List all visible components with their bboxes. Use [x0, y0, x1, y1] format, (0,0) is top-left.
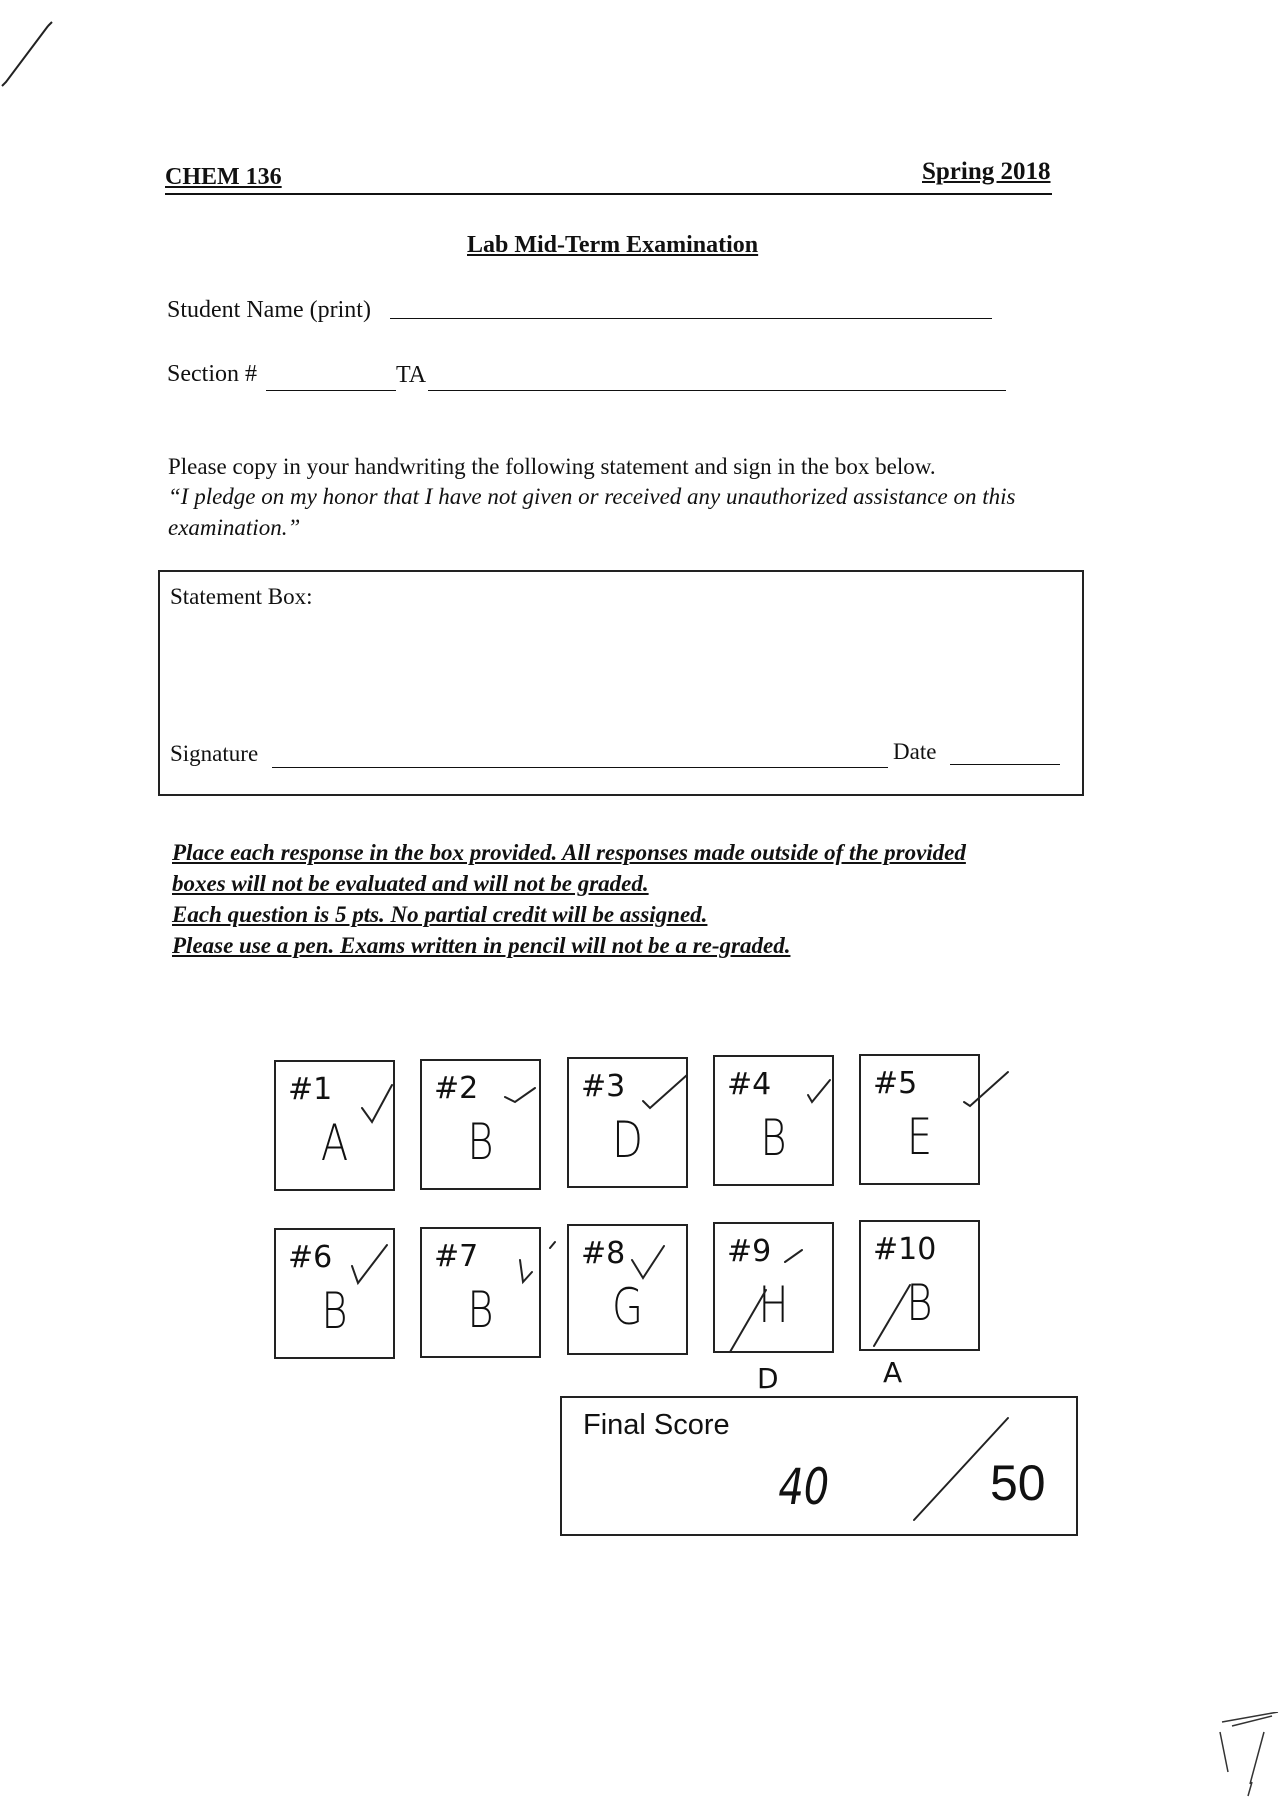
correction-10: A	[883, 1356, 903, 1389]
answer-value: B	[906, 1274, 933, 1332]
course-code: CHEM 136	[165, 164, 282, 190]
signature-label: Signature	[170, 741, 259, 766]
answer-value: A	[320, 1114, 349, 1172]
answer-value: B	[467, 1281, 494, 1339]
check-icon	[362, 1085, 392, 1122]
rule-line: Place each response in the box provided. All responses made outside of the provided	[172, 840, 966, 865]
ta-label: TA	[396, 362, 427, 388]
answer-value: G	[612, 1278, 643, 1336]
check-icon	[632, 1246, 664, 1278]
question-number: #2	[434, 1071, 479, 1106]
question-number: #5	[873, 1066, 918, 1101]
check-icon	[520, 1242, 555, 1282]
check-icon	[352, 1245, 387, 1283]
rule-line: Each question is 5 pts. No partial credit will be assigned.	[172, 902, 708, 927]
question-number: #7	[434, 1239, 479, 1274]
answer-value: B	[760, 1109, 787, 1167]
answer-value: B	[467, 1113, 494, 1171]
final-score-total: 50	[990, 1455, 1046, 1511]
correction-9: D	[757, 1362, 779, 1395]
exam-title: Lab Mid-Term Examination	[467, 232, 759, 258]
question-number: #3	[581, 1069, 626, 1104]
answer-value: B	[321, 1282, 348, 1340]
term-label: Spring 2018	[922, 158, 1051, 185]
answer-value: H	[758, 1276, 789, 1334]
date-label: Date	[893, 739, 937, 764]
final-score-label: Final Score	[583, 1409, 730, 1441]
question-number: #4	[727, 1067, 772, 1102]
question-number: #9	[727, 1234, 772, 1269]
check-icon	[643, 1075, 687, 1108]
question-number: #10	[873, 1232, 937, 1267]
strike-icon	[730, 1250, 802, 1352]
statement-box-label: Statement Box:	[170, 584, 313, 609]
check-icon	[964, 1072, 1008, 1106]
question-number: #1	[288, 1072, 333, 1107]
pledge-statement: “I pledge on my honor that I have not given or received any unauthorized assistance on this examination.”	[168, 484, 1016, 540]
rule-line: Please use a pen. Exams written in pencil will not be a re-graded.	[172, 933, 791, 958]
student-name-label: Student Name (print)	[167, 297, 371, 323]
section-label: Section #	[167, 361, 257, 387]
check-icon	[505, 1088, 535, 1102]
strike-icon	[874, 1285, 910, 1346]
answer-value: D	[612, 1111, 643, 1169]
check-icon	[808, 1080, 830, 1102]
question-number: #8	[581, 1236, 626, 1271]
question-number: #6	[288, 1240, 333, 1275]
pledge-instruction: Please copy in your handwriting the following statement and sign in the box below.	[168, 454, 936, 479]
answer-value: E	[906, 1108, 933, 1166]
rule-line: boxes will not be evaluated and will not be graded.	[172, 871, 649, 896]
final-score-value: 40	[778, 1458, 830, 1516]
